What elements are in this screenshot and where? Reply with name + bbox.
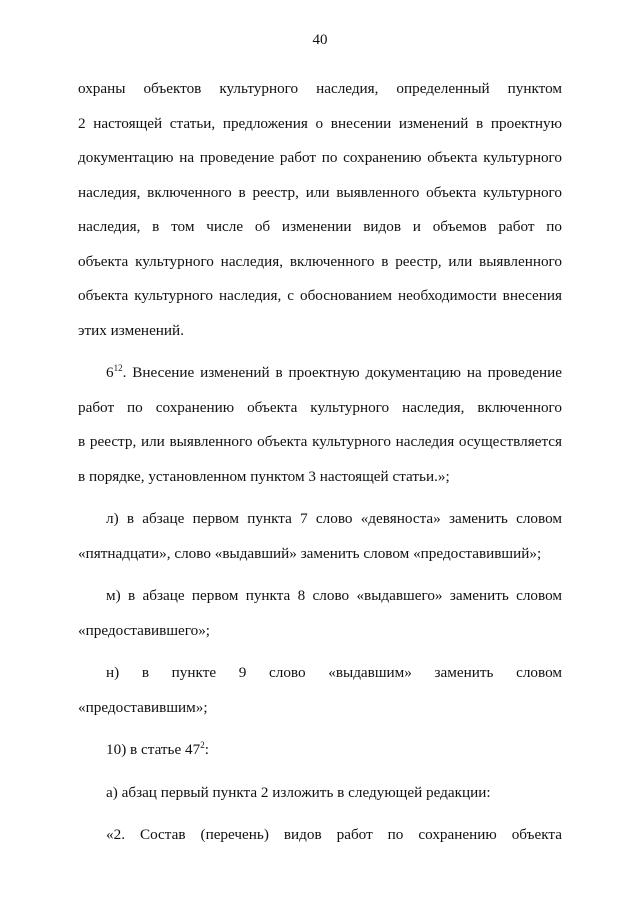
text-line-main: 10) в статье 47 [106,741,201,758]
text-line-main: наследия, включенного в реестр, или выявленного объекта культурного [78,183,562,201]
text-line [78,733,562,768]
text-line [78,776,562,811]
text-line [78,176,562,211]
text-line [78,279,562,314]
paragraph-gap [78,494,562,502]
page-number: 40 [312,32,328,48]
text-line-main: 2 настоящей статьи, предложения о внесении изменений в проектную [78,114,562,132]
text-line [78,579,562,614]
paragraph-gap [78,768,562,776]
text-line-main: л) в абзаце первом пункта 7 слово «девяноста» заменить словом [106,510,562,527]
text-line [78,502,562,537]
superscript: 12 [113,363,123,373]
paragraph-gap [78,725,562,733]
paragraph-gap [78,648,562,656]
text-line-main: этих изменений. [78,321,184,339]
text-line [78,460,562,495]
paragraph-gap [78,571,562,579]
text-line [78,614,562,649]
text-line-main: а) абзац первый пункта 2 изложить в следующей редакции: [106,783,491,801]
text-line [78,356,562,391]
paragraph-gap [78,348,562,356]
text-line-main: «пятнадцати», слово «выдавший» заменить словом «предоставивший»; [78,544,542,562]
text-line-rest: . Внесение изменений в проектную документацию на проведение [122,364,562,381]
text-line [78,818,562,853]
text-line [78,210,562,245]
text-line [78,141,562,176]
text-line [78,72,562,107]
text-line-main: «предоставившим»; [78,698,208,716]
superscript: 2 [200,740,205,750]
text-line-main: в реестр, или выявленного объекта культурного наследия осуществляется [78,433,562,450]
text-line-main: 6 [106,364,114,381]
text-line [78,691,562,726]
text-line-main: м) в абзаце первом пункта 8 слово «выдавшего» заменить словом [106,587,562,604]
text-line-main: наследия, в том числе об изменении видов и объемов работ по [78,218,562,235]
text-line-main: «2. Состав (перечень) видов работ по сохранению объекта [106,826,562,843]
text-line [78,314,562,349]
text-line-main: н) в пункте 9 слово «выдавшим» заменить словом [106,664,562,681]
text-line-main: охраны объектов культурного наследия, определенный пунктом [78,80,562,97]
text-line-main: объекта культурного наследия, включенного в реестр, или выявленного [78,252,562,270]
paragraph-gap [78,810,562,818]
text-line [78,425,562,460]
text-line [78,391,562,426]
text-line-main: документацию на проведение работ по сохранению объекта культурного [78,149,562,166]
text-line [78,656,562,691]
text-line [78,245,562,280]
text-line-main: объекта культурного наследия, с обоснованием необходимости внесения [78,287,562,304]
document-body [78,72,562,853]
text-line-rest: : [204,741,209,758]
text-line-main: работ по сохранению объекта культурного наследия, включенного [78,398,562,416]
text-line-main: «предоставившего»; [78,621,211,639]
text-line [78,537,562,572]
text-line [78,107,562,142]
text-line-main: в порядке, установленном пунктом 3 настоящей статьи.»; [78,467,450,485]
